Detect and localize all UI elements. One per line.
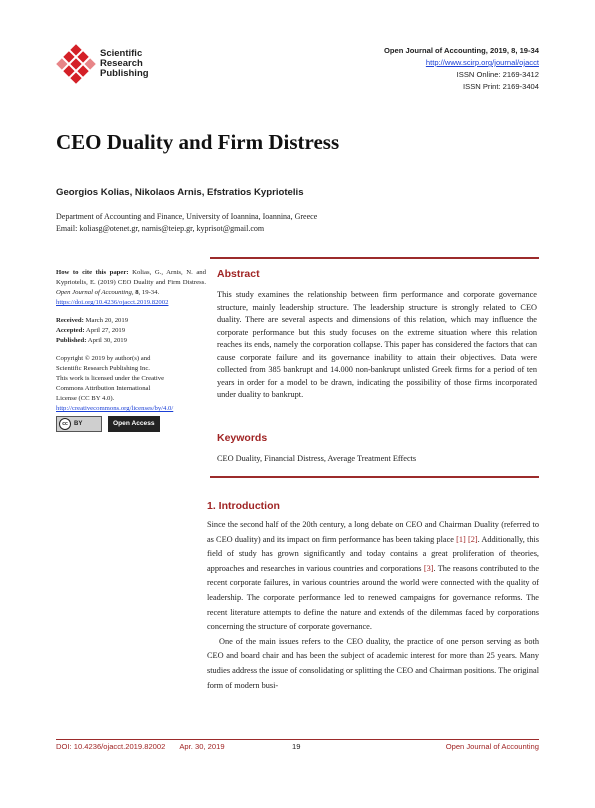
license-line-3: License (CC BY 4.0). bbox=[56, 395, 115, 402]
journal-citation: Open Journal of Accounting, 2019, 8, 19-34 bbox=[383, 46, 539, 55]
abstract-heading: Abstract bbox=[217, 268, 260, 280]
keywords-text: CEO Duality, Financial Distress, Average Treatment Effects bbox=[217, 454, 417, 463]
issn-online: ISSN Online: 2169-3412 bbox=[456, 70, 539, 79]
footer-journal: Open Journal of Accounting bbox=[445, 742, 539, 751]
logo-line-1: Scientific bbox=[100, 48, 143, 59]
cc-by-badge[interactable] bbox=[56, 416, 102, 432]
doi-link[interactable]: https://doi.org/10.4236/ojacct.2019.82002 bbox=[56, 299, 169, 306]
introduction-heading: 1. Introduction bbox=[207, 500, 280, 512]
copyright-line-1: Copyright © 2019 by author(s) and bbox=[56, 355, 151, 362]
scirp-logo-icon bbox=[56, 44, 96, 84]
paper-title: CEO Duality and Firm Distress bbox=[56, 130, 340, 154]
license-line-1: This work is licensed under the Creative bbox=[56, 375, 165, 382]
creative-commons-icon: cc bbox=[59, 418, 71, 430]
cc-badge-label: BY bbox=[74, 421, 83, 427]
cite-label: How to cite this paper: bbox=[56, 269, 129, 276]
copyright-line-2: Scientific Research Publishing Inc. bbox=[56, 365, 150, 372]
abstract-top-rule bbox=[210, 257, 539, 259]
reference-link-1[interactable]: [1] bbox=[456, 534, 466, 544]
introduction-body bbox=[207, 518, 539, 693]
keywords-bottom-rule bbox=[210, 476, 539, 478]
intro-paragraph-2: One of the main issues refers to the CEO duality, the practice of one person serving as both CEO and board chair and has been the subject of academic interest for more than 25 years. Many studies address the issue of consolidating or splitting the CEO and Chairman positions. The original form of modern busi- bbox=[207, 636, 539, 690]
issn-print: ISSN Print: 2169-3404 bbox=[463, 82, 539, 91]
paper-authors: Georgios Kolias, Nikolaos Arnis, Efstratios Kypriotelis bbox=[56, 187, 304, 198]
cite-pages: , 19-34. bbox=[138, 289, 160, 296]
journal-info bbox=[384, 45, 539, 93]
page-footer bbox=[56, 742, 539, 751]
citation-block bbox=[56, 268, 206, 298]
license-line-2: Commons Attribution International bbox=[56, 385, 151, 392]
accepted-date: Accepted: April 27, 2019 bbox=[56, 327, 126, 334]
page-number: 19 bbox=[292, 742, 301, 751]
footer-doi: DOI: 10.4236/ojacct.2019.82002 bbox=[56, 742, 166, 751]
reference-link-2[interactable]: [2] bbox=[467, 534, 478, 544]
reference-link-3[interactable]: [3] bbox=[423, 563, 434, 573]
cite-volume: 8 bbox=[135, 289, 139, 296]
paper-affiliation: Department of Accounting and Finance, University of Ioannina, Ioannina, Greece bbox=[56, 212, 318, 221]
logo-line-3: Publishing bbox=[100, 68, 149, 79]
intro-paragraph-1: Since the second half of the 20th century, a long debate on CEO and Chairman Duality (referred to as CEO duality) and its impact on firm performance has been taking place [1] [2]. Additionally, this field of study has grown significantly and today contains a great proliferation of theories, approaches and researches in various countries and corporations [3]. The reasons contributed to the recent corporate failures, in various countries around the world were connected with the quality of leadership. The corporate performance led to renewed campaigns for governance reforms. The recent literature attempts to define the nature and extends of the dilemmas faced by corporations concerning the structure of corporate governance. bbox=[207, 520, 540, 632]
logo-line-2: Research bbox=[100, 58, 143, 69]
cite-journal: Open Journal of Accounting, bbox=[56, 289, 134, 296]
journal-url-link[interactable]: http://www.scirp.org/journal/ojacct bbox=[425, 58, 539, 67]
open-access-badge: Open Access bbox=[108, 416, 160, 432]
paper-email: Email: koliasg@otenet.gr, narnis@teiep.gr, kyprisot@gmail.com bbox=[56, 224, 265, 233]
publisher-logo bbox=[56, 44, 96, 89]
footer-rule bbox=[56, 739, 539, 740]
article-sidebar bbox=[56, 268, 206, 432]
received-date: Received: March 20, 2019 bbox=[56, 317, 129, 324]
published-date: Published: April 30, 2019 bbox=[56, 337, 127, 344]
keywords-heading: Keywords bbox=[217, 432, 268, 444]
abstract-text: This study examines the relationship between firm performance and corporate governance structure, mainly leadership structure. The leadership structure is strongly related to CEO duality. There are several aspects and dimensions of this relation, which may influence the corporate performance but this study focuses on the extreme situation where this relation reaches its ends, namely the corporation collapse. This paper has considered the factors that can cause corporate failure and its governance inability to attain their objectives. Data were collected from 385 bankrupt and 14.000 non-bankrupt unlisted Greek firms for a period of ten years in order for a model to be drawn, indicating the possibility of those firms incorporated under duality to bankrupt. bbox=[217, 290, 537, 399]
publisher-name bbox=[100, 49, 149, 79]
license-link[interactable]: http://creativecommons.org/licenses/by/4.0/ bbox=[56, 405, 174, 412]
cite-text: Kolias, G., Arnis, N. and Kypriotelis, E. (2019) CEO Duality and Firm Distress. bbox=[56, 269, 206, 286]
footer-date: Apr. 30, 2019 bbox=[179, 742, 225, 751]
